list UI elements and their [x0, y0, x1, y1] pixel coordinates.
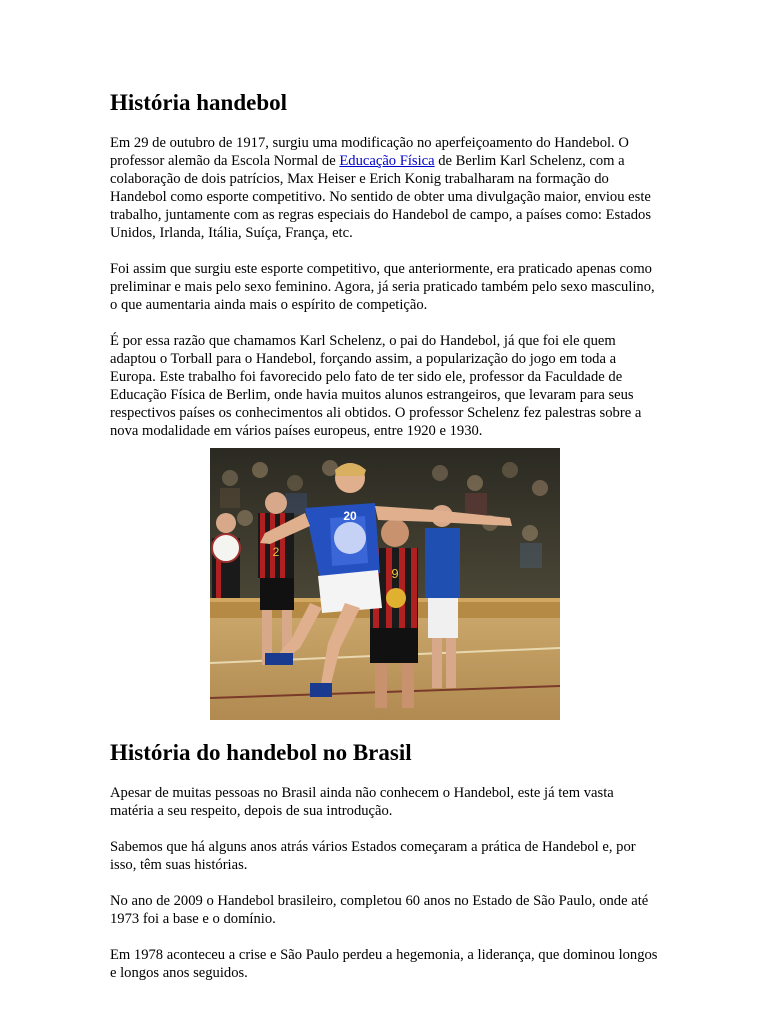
- section-title-historia-handebol: História handebol: [110, 90, 288, 115]
- paragraph-4: Apesar de muitas pessoas no Brasil ainda não conhecem o Handebol, este já tem vasta matéria a seu respeito, depois de sua introdução.: [110, 785, 614, 819]
- paragraph-5: Sabemos que há alguns anos atrás vários Estados começaram a prática de Handebol e, por isso, têm suas histórias.: [110, 839, 636, 873]
- paragraph-1-text-b: de Berlim Karl Schelenz, com a colaboração de dois patrícios, Max Heiser e Erich Konig trabalharam na formação do Handebol como esporte competitivo. No sentido de obter uma divulgação maior, enviou este trabalho, juntamente com as regras especiais do Handebol de campo, a países como: Estados Unidos, Irlanda, Itália, Suíça, França, etc.: [110, 153, 652, 241]
- educacao-fisica-link[interactable]: Educação Física: [339, 153, 435, 169]
- handball-photo: [210, 448, 560, 720]
- paragraph-7: Em 1978 aconteceu a crise e São Paulo perdeu a hegemonia, a liderança, que dominou longos e longos anos seguidos.: [110, 947, 658, 981]
- paragraph-6: No ano de 2009 o Handebol brasileiro, completou 60 anos no Estado de São Paulo, onde até 1973 foi a base e o domínio.: [110, 893, 649, 927]
- svg-text:9: 9: [391, 566, 399, 581]
- svg-text:2: 2: [272, 545, 280, 559]
- paragraph-3: É por essa razão que chamamos Karl Schelenz, o pai do Handebol, já que foi ele quem adaptou o Torball para o Handebol, forçando assim, a popularização do jogo em toda a Europa. Este trabalho foi favorecido pelo fato de ter sido ele, professor da Faculdade de Educação Física de Berlim, onde havia muitos alunos estrangeiros, que levaram para seus respectivos países os conhecimentos ali obtidos. O professor Schelenz fez palestras sobre a nova modalidade em vários países europeus, entre 1920 e 1930.: [110, 333, 642, 439]
- paragraph-2: Foi assim que surgiu este esporte competitivo, que anteriormente, era praticado apenas como preliminar e mais pelo sexo feminino. Agora, já seria praticado também pelo sexo masculino, o que aumentaria ainda mais o espírito de competição.: [110, 261, 655, 313]
- section-title-brasil: História do handebol no Brasil: [110, 740, 412, 765]
- document-page: [110, 88, 660, 1000]
- svg-text:20: 20: [343, 509, 357, 523]
- paragraph-1-text-a: Em 29 de outubro de 1917, surgiu uma modificação no aperfeiçoamento do Handebol. O professor alemão da Escola Normal de: [110, 135, 629, 169]
- paragraph-1: [110, 134, 660, 242]
